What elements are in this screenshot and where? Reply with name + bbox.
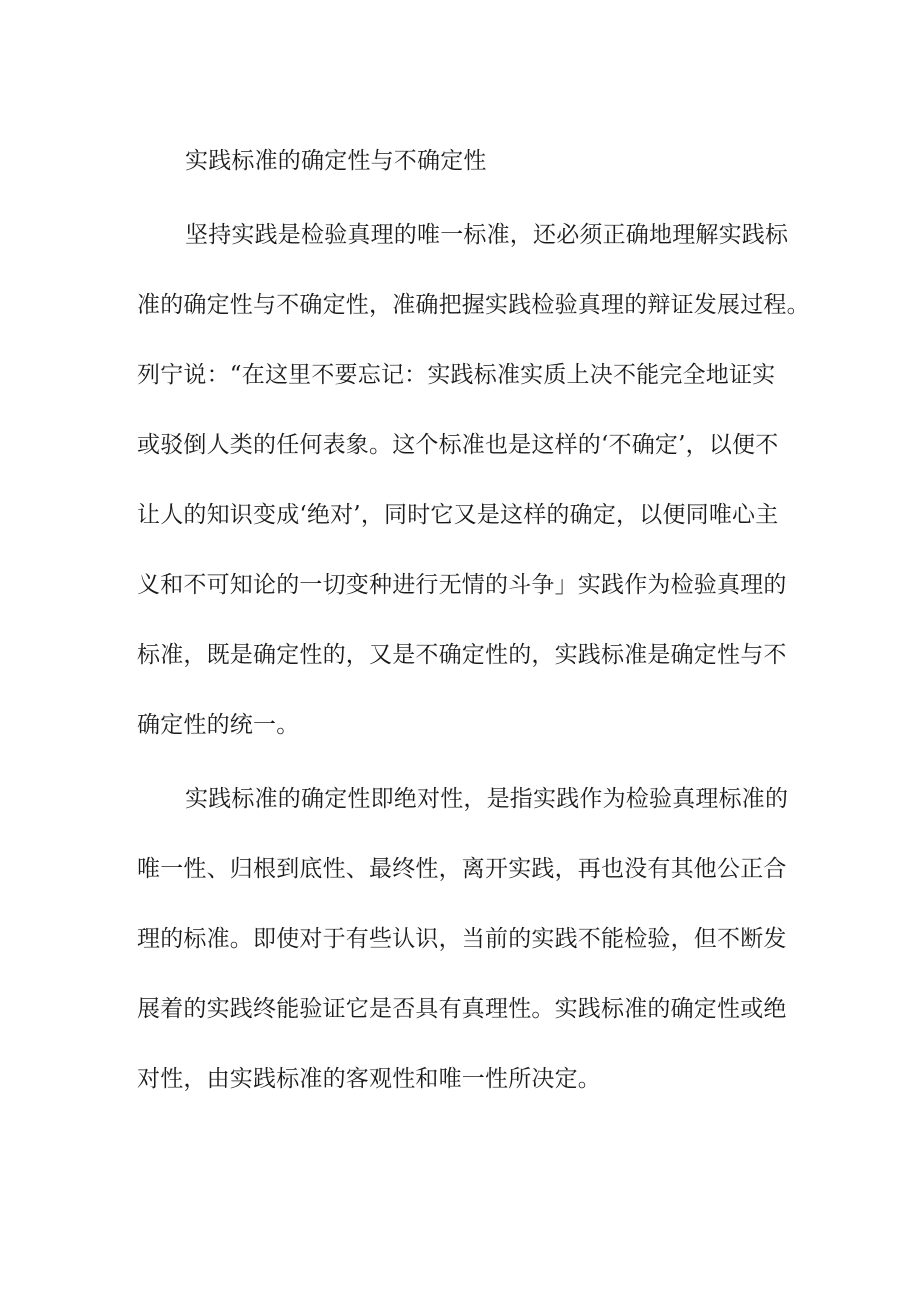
- paragraph-line: 义和不可知论的一切变种进行无情的斗争」实践作为检验真理的: [137, 572, 787, 598]
- paragraph-line: 坚持实践是检验真理的唯一标准，还必须正确地理解实践标: [185, 222, 789, 248]
- paragraph-line: 实践标准的确定性即绝对性，是指实践作为检验真理标准的: [185, 786, 789, 812]
- paragraph-line: 标准，既是确定性的，又是不确定性的，实践标准是确定性与不: [137, 642, 787, 668]
- paragraph-line: 列宁说：“在这里不要忘记：实践标准实质上决不能完全地证实: [137, 362, 776, 388]
- paragraph-line: 或驳倒人类的任何表象。这个标准也是这样的‘不确定’，以便不: [137, 432, 779, 458]
- paragraph-line: 理的标准。即使对于有些认识，当前的实践不能检验，但不断发: [137, 926, 787, 952]
- document-title: 实践标准的确定性与不确定性: [185, 148, 487, 174]
- paragraph-line: 展着的实践终能验证它是否具有真理性。实践标准的确定性或绝: [137, 996, 787, 1022]
- paragraph-line: 准的确定性与不确定性，准确把握实践检验真理的辩证发展过程。: [137, 292, 810, 318]
- paragraph-line: 唯一性、归根到底性、最终性，离开实践，再也没有其他公正合: [137, 856, 787, 882]
- paragraph-line: 对性，由实践标准的客观性和唯一性所决定。: [137, 1066, 601, 1092]
- paragraph-line: 确定性的统一。: [137, 712, 300, 738]
- paragraph-line: 让人的知识变成‘绝对’，同时它又是这样的确定，以便同唯心主: [137, 502, 779, 528]
